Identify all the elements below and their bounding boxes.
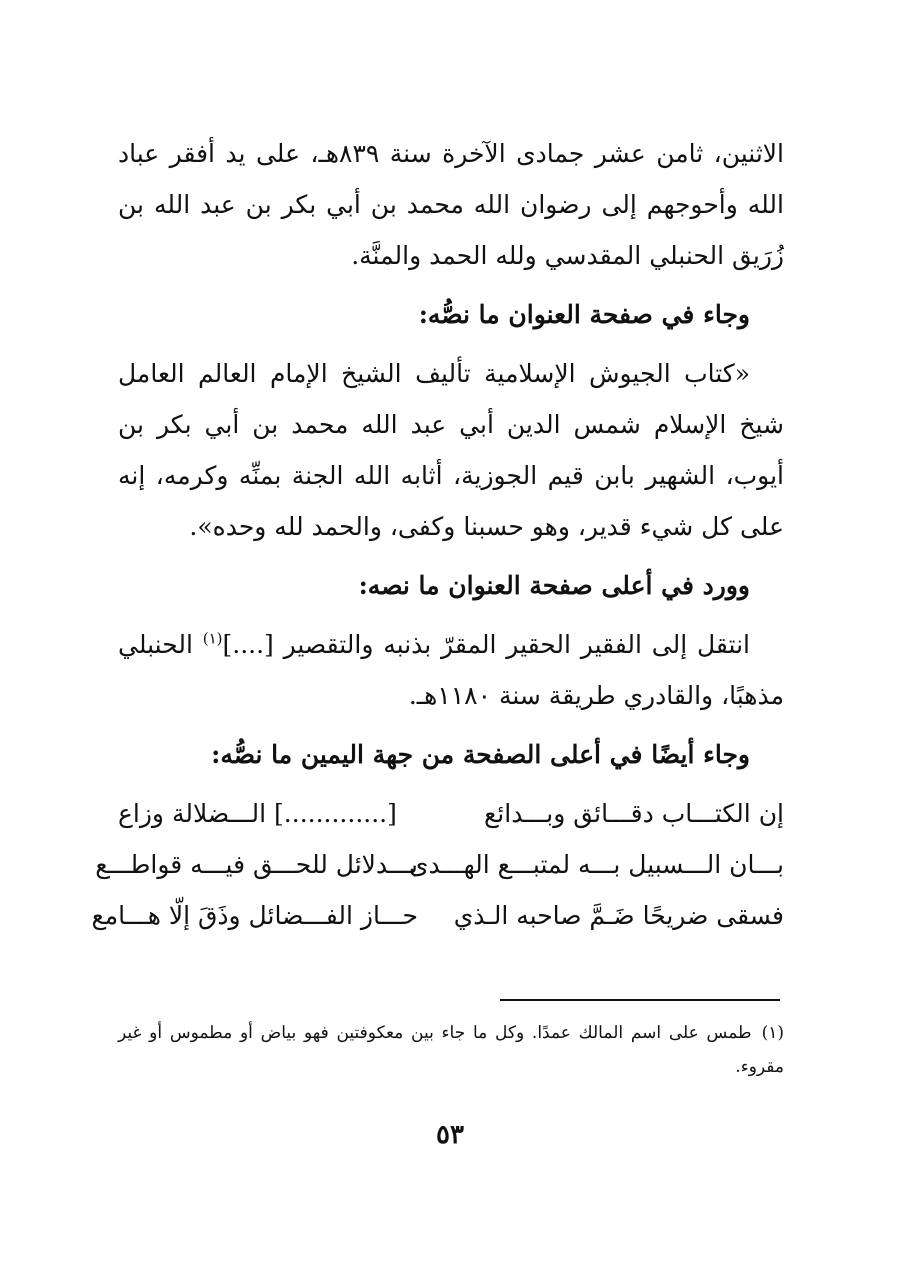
verse-first-hemistich: إن الكتـــاب دقـــائق وبـــدائع bbox=[484, 799, 784, 828]
heading-top-of-title-page: وورد في أعلى صفحة العنوان ما نصه: bbox=[358, 571, 750, 600]
footnotes bbox=[118, 1016, 784, 1084]
poem-verse bbox=[118, 788, 784, 839]
poem bbox=[91, 788, 784, 941]
poem-verse bbox=[95, 839, 784, 890]
heading-right-side: وجاء أيضًا في أعلى الصفحة من جهة اليمين ما نصُّه: bbox=[211, 740, 750, 769]
verse-second-hemistich: حـــاز الفـــضائل وذَقَ إلّا هـــامع bbox=[91, 901, 418, 930]
footnote-divider bbox=[500, 999, 780, 1001]
footnote-text: طمس على اسم المالك عمدًا. وكل ما جاء بين معكوفتين فهو بياض أو مطموس أو غير مقروء. bbox=[118, 1023, 784, 1077]
ownership-text-before: انتقل إلى الفقير الحقير المقرّ بذنبه والتقصير [....] bbox=[222, 630, 751, 659]
main-text bbox=[91, 128, 784, 941]
paragraph-colophon: الاثنين، ثامن عشر جمادى الآخرة سنة ٨٣٩هـ، على يد أفقر عباد الله وأحوجهم إلى رضوان الله محمد بن أبي بكر بن عبد الله بن زُرَيق الحنبلي المقدسي ولله الحمد والمنَّة. bbox=[118, 139, 784, 270]
page-number: ٥٣ bbox=[436, 1120, 464, 1150]
ownership-text-after: الحنبلي مذهبًا، والقادري طريقة سنة ١١٨٠هـ. bbox=[118, 630, 784, 710]
footnote-reference[interactable]: (١) bbox=[202, 629, 223, 648]
poem-verse bbox=[91, 890, 784, 941]
verse-first-hemistich: فسقى ضريحًا ضَـمَّ صاحبه الـذي bbox=[453, 901, 784, 930]
verse-second-hemistich: [.............] الـــضلالة وزاع bbox=[118, 799, 397, 828]
footnote-number: (١) bbox=[761, 1023, 784, 1043]
paragraph-ownership bbox=[118, 619, 784, 721]
heading-title-page: وجاء في صفحة العنوان ما نصُّه: bbox=[418, 300, 750, 329]
verse-first-hemistich: بـــان الـــسبيل بـــه لمتبـــع الهـــدى bbox=[408, 850, 784, 879]
paragraph-title-quote: «كتاب الجيوش الإسلامية تأليف الشيخ الإمام العالم العامل شيخ الإسلام شمس الدين أبي عبد الله محمد بن أبي بكر بن أيوب، الشهير بابن قيم الجوزية، أثابه الله الجنة بمنِّه وكرمه، إنه على كل شيء قدير، وهو حسبنا وكفى، والحمد لله وحده». bbox=[118, 359, 784, 541]
verse-second-hemistich: بـــدلائل للحـــق فيـــه قواطـــع bbox=[95, 850, 418, 879]
